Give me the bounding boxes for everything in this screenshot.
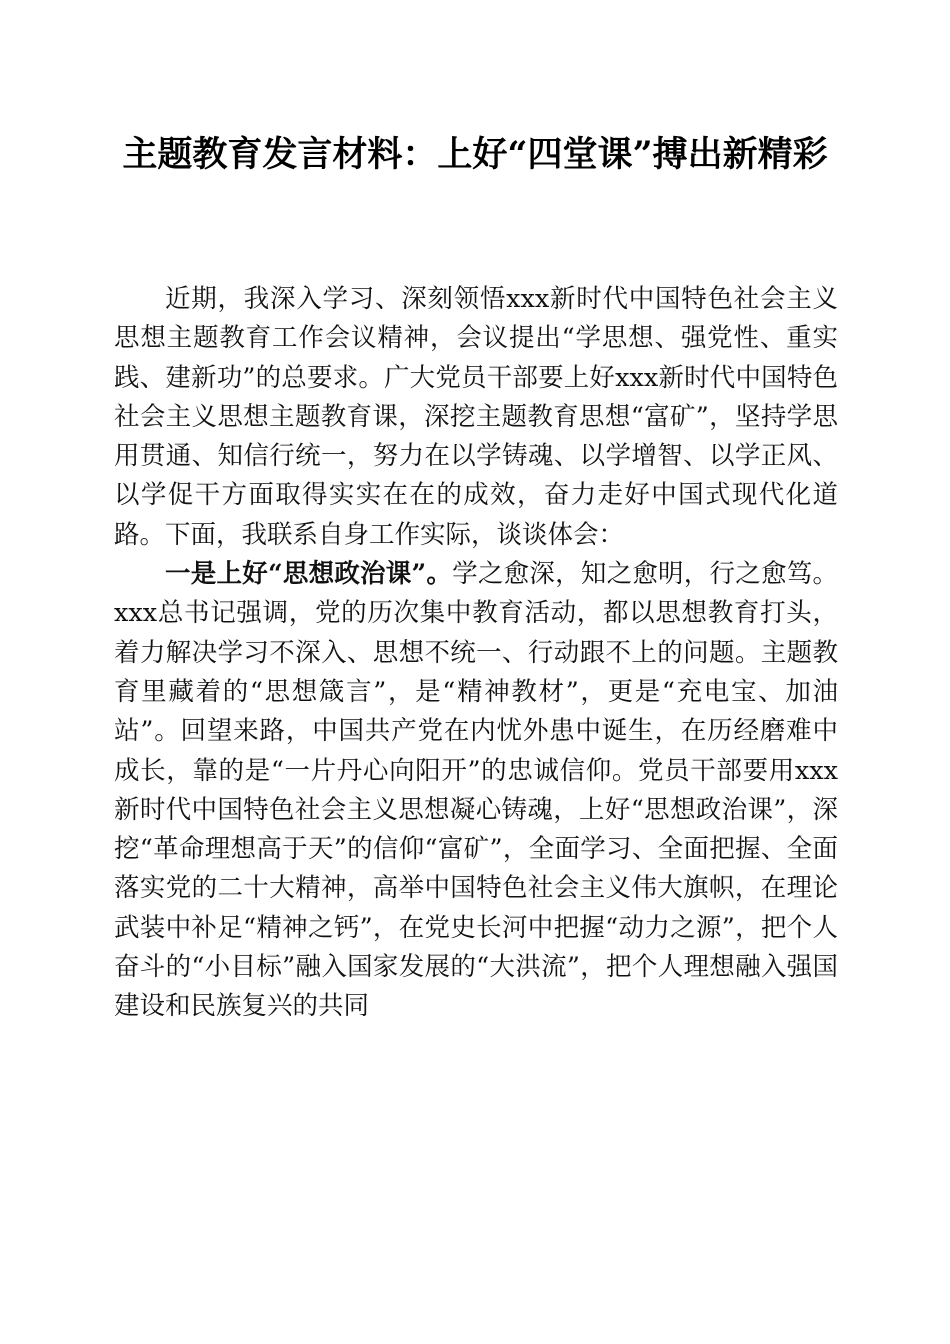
paragraph-intro [114,280,838,555]
paragraph-point-one [114,555,838,1027]
paragraph-lead: 一是上好“思想政治课”。 [165,559,453,590]
document-body [114,280,838,1027]
paragraph-text: 近期，我深入学习、深刻领悟xxx新时代中国特色社会主义思想主题教育工作会议精神，会议提出“学思想、强党性、重实践、建新功”的总要求。广大党员干部要上好xxx新时代中国特色社会主义思想主题教育课，深挖主题教育思想“富矿”，坚持学思用贯通、知信行统一，努力在以学铸魂、以学增智、以学正风、以学促干方面取得实实在在的成效，奋力走好中国式现代化道路。下面，我联系自身工作实际，谈谈体会： [114,284,838,550]
paragraph-text: 学之愈深，知之愈明，行之愈笃。xxx总书记强调，党的历次集中教育活动，都以思想教育打头，着力解决学习不深入、思想不统一、行动跟不上的问题。主题教育里藏着的“思想箴言”，是“精神教材”，更是“充电宝、加油站”。回望来路，中国共产党在内忧外患中诞生，在历经磨难中成长，靠的是“一片丹心向阳开”的忠诚信仰。党员干部要用xxx新时代中国特色社会主义思想凝心铸魂，上好“思想政治课”，深挖“革命理想高于天”的信仰“富矿”，全面学习、全面把握、全面落实党的二十大精神，高举中国特色社会主义伟大旗帜，在理论武装中补足“精神之钙”，在党史长河中把握“动力之源”，把个人奋斗的“小目标”融入国家发展的“大洪流”，把个人理想融入强国建设和民族复兴的共同 [114,559,838,1022]
document-title: 主题教育发言材料：上好“四堂课”搏出新精彩 [122,134,828,175]
